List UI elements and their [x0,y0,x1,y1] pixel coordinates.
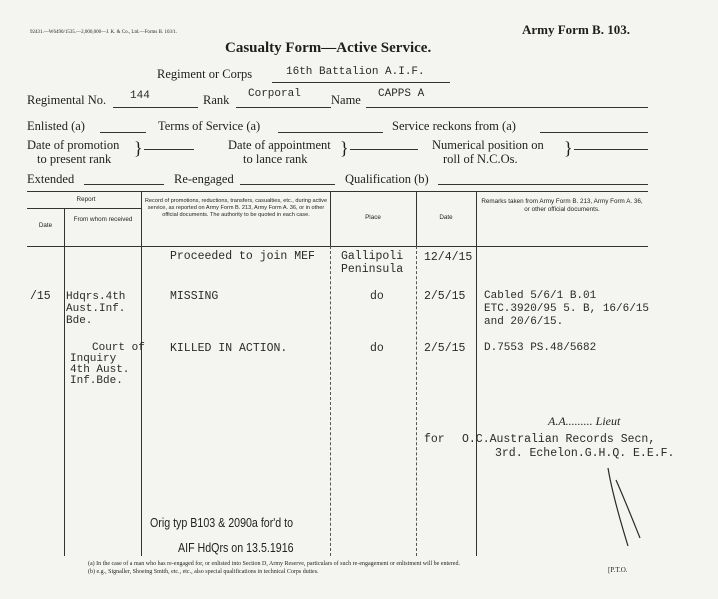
regimental-no-underline [113,107,198,108]
reengaged-label: Re-engaged [174,172,234,186]
regimental-no-value: 144 [130,90,150,102]
row2-remarks-2: ETC.3920/95 5. B, 16/6/15 [484,303,650,315]
regiment-label: Regiment or Corps [157,67,253,81]
row3-date: 2/5/15 [424,342,466,355]
row1-record: Proceeded to join MEF [170,250,315,263]
table-header-rule [27,246,648,247]
promotion-label-2: to present rank [37,152,112,166]
col-line-4-dashed [416,246,417,556]
numerical-label-2: roll of N.C.Os. [443,152,518,166]
footnote-a: (a) In the case of a man who has re-engaged for, or enlisted into Section D, Army Reserve, particulars of such re-engagement or enlistment will be entered. [88,561,460,567]
regiment-value: 16th Battalion A.I.F. [286,66,425,78]
signature-line-2: 3rd. Echelon.G.H.Q. E.E.F. [495,447,675,460]
rank-label: Rank [203,93,230,107]
promotion-label: Date of promotion [27,138,120,152]
row1-place-1: Gallipoli [341,250,404,263]
reengaged-underline [240,184,335,185]
row2-from-3: Bde. [66,315,93,327]
signature-for: for [424,433,445,446]
col-line-3-dashed [330,246,331,556]
from-whom-header: From whom received [73,216,133,223]
enlisted-underline [100,132,146,133]
rank-value: Corporal [248,88,301,100]
row1-place-2: Peninsula [341,263,404,276]
date2-header: Date [439,214,453,221]
row2-from-2: Aust.Inf. [66,303,126,315]
qualification-label: Qualification (b) [345,172,429,186]
name-underline [366,107,648,108]
appointment-underline [350,149,418,150]
row3-place: do [370,342,384,355]
row2-date: 2/5/15 [424,290,466,303]
row2-from-1: Hdqrs.4th [66,291,126,303]
handwritten-note-1: Orig typ B103 & 2090a for'd to [150,515,294,530]
place-header: Place [365,214,381,221]
service-reckons-label: Service reckons from (a) [392,119,516,133]
col-line-5 [476,191,477,556]
print-reference: 92431.—W6490/1535.—2,000,000—J. K. & Co., Ltd.—Forms B. 103/1. [30,30,178,35]
row2-record: MISSING [170,290,219,303]
row2-place: do [370,290,384,303]
pto-label: [P.T.O. [608,566,628,574]
brace-1: } [134,138,143,158]
regiment-underline [272,82,450,83]
row2-remarks-3: and 20/6/15. [484,316,564,328]
service-underline [540,132,648,133]
terms-underline [278,132,383,133]
signature-line-1: O.C.Australian Records Secn, [462,433,656,446]
rank-underline [236,107,331,108]
signature-line: A.A......... Lieut [548,414,621,428]
row3-remarks-1: D.7553 PS.48/5682 [484,342,597,354]
appointment-label-2: to lance rank [243,152,308,166]
report-header: Report [76,196,96,203]
row3-from-2: Inquiry [70,353,117,365]
report-sub-rule [27,208,141,209]
row1-date: 12/4/15 [424,251,473,264]
extended-underline [84,184,164,185]
row3-from-4: Inf.Bde. [70,375,123,387]
row3-from-1: Court of [92,342,145,354]
row3-record: KILLED IN ACTION. [170,342,288,355]
form-number: Army Form B. 103. [522,22,630,37]
numerical-label: Numerical position on [432,138,544,152]
row2-report-date: /15 [30,290,51,303]
extended-label: Extended [27,172,75,186]
enlisted-label: Enlisted (a) [27,119,85,133]
row3-from-3: 4th Aust. [70,364,130,376]
remarks-header: Remarks taken from Army Form B. 213, Army Form A. 36, or other official documents. [481,198,643,213]
table-top-rule [27,191,648,192]
date-header: Date [38,222,53,229]
appointment-label: Date of appointment [228,138,331,152]
name-label: Name [331,93,361,107]
record-header: Record of promotions, reductions, transfers, casualties, etc., during active service, as reported on Army Form B. 213, Army Form A. 36, or in other official documents. The authority to be quoted in each case. [144,198,328,218]
footnote-b: (b) e.g., Signaller, Shoeing Smith, etc., etc., also special qualifications in technical Corps duties. [88,569,319,575]
name-value: CAPPS A [378,88,425,100]
regimental-no-label: Regimental No. [27,93,107,107]
brace-3: } [564,138,573,158]
handwritten-note-2: AIF HdQrs on 13.5.1916 [178,540,294,555]
signature-flourish-icon [598,466,648,548]
row2-remarks-1: Cabled 5/6/1 B.01 [484,290,597,302]
qualification-underline [438,184,648,185]
brace-2: } [340,138,349,158]
numerical-underline [574,149,648,150]
terms-label: Terms of Service (a) [158,119,261,133]
form-title: Casualty Form—Active Service. [225,40,432,56]
col-line-1 [64,208,65,556]
promotion-underline [144,149,194,150]
col-line-2 [141,191,142,556]
